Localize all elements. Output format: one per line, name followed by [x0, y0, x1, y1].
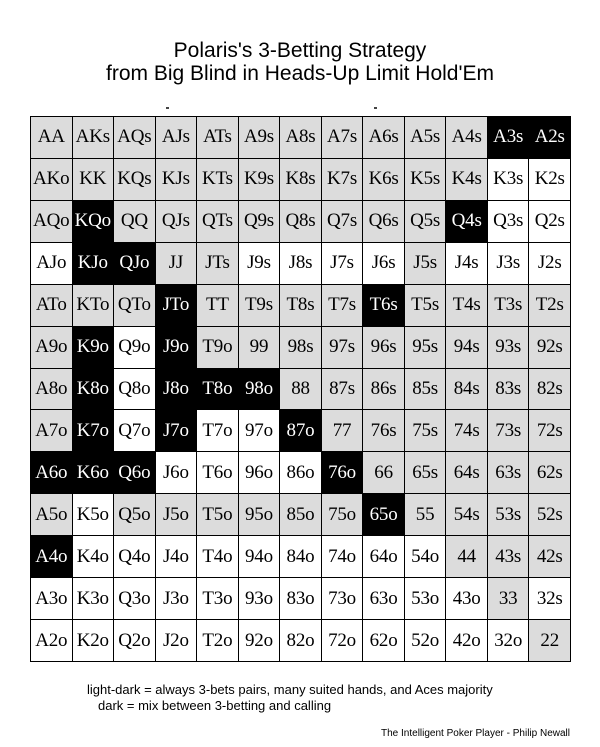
hand-cell-K8s: K8s	[280, 159, 321, 200]
hand-cell-A5s: A5s	[405, 117, 446, 158]
hand-cell-62s: 62s	[529, 452, 570, 493]
hand-cell-42s: 42s	[529, 536, 570, 577]
legend-light-dark: light-dark = always 3-bets pairs, many suited hands, and Aces majority	[87, 682, 493, 697]
legend-dark: dark = mix between 3-betting and calling	[98, 698, 332, 713]
hand-cell-77: 77	[322, 410, 363, 451]
hand-cell-J7s: J7s	[322, 243, 363, 284]
hand-cell-J9s: J9s	[239, 243, 280, 284]
hand-cell-J7o: J7o	[156, 410, 197, 451]
hand-cell-Q5o: Q5o	[114, 494, 155, 535]
hand-cell-J2o: J2o	[156, 620, 197, 661]
hand-cell-92s: 92s	[529, 327, 570, 368]
credit-text: The Intelligent Poker Player - Philip Newall	[381, 728, 570, 739]
hand-cell-K5o: K5o	[73, 494, 114, 535]
tick-mark	[166, 107, 169, 109]
hand-cell-KQo: KQo	[73, 201, 114, 242]
hand-cell-73s: 73s	[488, 410, 529, 451]
hand-cell-AA: AA	[31, 117, 72, 158]
hand-cell-53s: 53s	[488, 494, 529, 535]
hand-cell-Q7s: Q7s	[322, 201, 363, 242]
hand-cell-A6o: A6o	[31, 452, 72, 493]
hand-cell-T8o: T8o	[197, 369, 238, 410]
hand-cell-T4o: T4o	[197, 536, 238, 577]
hand-cell-T6o: T6o	[197, 452, 238, 493]
hand-cell-AJo: AJo	[31, 243, 72, 284]
hand-cell-KJs: KJs	[156, 159, 197, 200]
hand-cell-T5s: T5s	[405, 285, 446, 326]
hand-cell-97s: 97s	[322, 327, 363, 368]
hand-cell-T2o: T2o	[197, 620, 238, 661]
hand-cell-Q7o: Q7o	[114, 410, 155, 451]
hand-cell-98s: 98s	[280, 327, 321, 368]
hand-cell-K5s: K5s	[405, 159, 446, 200]
hand-cell-87o: 87o	[280, 410, 321, 451]
hand-cell-22: 22	[529, 620, 570, 661]
hand-cell-J5s: J5s	[405, 243, 446, 284]
hand-cell-98o: 98o	[239, 369, 280, 410]
hand-cell-65s: 65s	[405, 452, 446, 493]
hand-cell-T9s: T9s	[239, 285, 280, 326]
hand-cell-K9o: K9o	[73, 327, 114, 368]
hand-cell-32s: 32s	[529, 578, 570, 619]
hand-cell-95s: 95s	[405, 327, 446, 368]
hand-cell-52o: 52o	[405, 620, 446, 661]
hand-cell-J6o: J6o	[156, 452, 197, 493]
hand-cell-88: 88	[280, 369, 321, 410]
hand-matrix	[30, 116, 571, 662]
hand-cell-Q4o: Q4o	[114, 536, 155, 577]
hand-cell-Q8o: Q8o	[114, 369, 155, 410]
hand-cell-43o: 43o	[446, 578, 487, 619]
hand-cell-T2s: T2s	[529, 285, 570, 326]
hand-cell-AKs: AKs	[73, 117, 114, 158]
hand-cell-32o: 32o	[488, 620, 529, 661]
hand-cell-86o: 86o	[280, 452, 321, 493]
hand-cell-JJ: JJ	[156, 243, 197, 284]
hand-cell-K7o: K7o	[73, 410, 114, 451]
hand-cell-QJs: QJs	[156, 201, 197, 242]
hand-cell-K9s: K9s	[239, 159, 280, 200]
hand-cell-84s: 84s	[446, 369, 487, 410]
hand-cell-KJo: KJo	[73, 243, 114, 284]
hand-cell-82s: 82s	[529, 369, 570, 410]
hand-cell-73o: 73o	[322, 578, 363, 619]
hand-cell-AQo: AQo	[31, 201, 72, 242]
hand-cell-ATo: ATo	[31, 285, 72, 326]
hand-cell-T5o: T5o	[197, 494, 238, 535]
hand-cell-62o: 62o	[363, 620, 404, 661]
hand-cell-T6s: T6s	[363, 285, 404, 326]
hand-cell-A3s: A3s	[488, 117, 529, 158]
hand-cell-Q3s: Q3s	[488, 201, 529, 242]
hand-cell-T7o: T7o	[197, 410, 238, 451]
hand-cell-K3o: K3o	[73, 578, 114, 619]
hand-cell-K8o: K8o	[73, 369, 114, 410]
hand-cell-Q6o: Q6o	[114, 452, 155, 493]
hand-cell-86s: 86s	[363, 369, 404, 410]
hand-cell-K4o: K4o	[73, 536, 114, 577]
hand-cell-J8s: J8s	[280, 243, 321, 284]
hand-cell-96o: 96o	[239, 452, 280, 493]
hand-cell-A9s: A9s	[239, 117, 280, 158]
hand-cell-AJs: AJs	[156, 117, 197, 158]
hand-cell-K3s: K3s	[488, 159, 529, 200]
hand-cell-93o: 93o	[239, 578, 280, 619]
hand-cell-Q2o: Q2o	[114, 620, 155, 661]
hand-cell-KTo: KTo	[73, 285, 114, 326]
hand-cell-QTs: QTs	[197, 201, 238, 242]
hand-cell-K2s: K2s	[529, 159, 570, 200]
hand-cell-K2o: K2o	[73, 620, 114, 661]
hand-cell-A2o: A2o	[31, 620, 72, 661]
hand-cell-TT: TT	[197, 285, 238, 326]
hand-cell-87s: 87s	[322, 369, 363, 410]
hand-cell-Q4s: Q4s	[446, 201, 487, 242]
hand-cell-A7s: A7s	[322, 117, 363, 158]
hand-cell-K4s: K4s	[446, 159, 487, 200]
chart-title-line-1: Polaris's 3-Betting Strategy	[173, 39, 427, 62]
hand-cell-A3o: A3o	[31, 578, 72, 619]
hand-cell-J9o: J9o	[156, 327, 197, 368]
hand-cell-J4s: J4s	[446, 243, 487, 284]
hand-cell-T7s: T7s	[322, 285, 363, 326]
hand-cell-53o: 53o	[405, 578, 446, 619]
hand-cell-ATs: ATs	[197, 117, 238, 158]
hand-cell-A4o: A4o	[31, 536, 72, 577]
hand-cell-66: 66	[363, 452, 404, 493]
hand-cell-A7o: A7o	[31, 410, 72, 451]
hand-cell-63s: 63s	[488, 452, 529, 493]
hand-cell-J3s: J3s	[488, 243, 529, 284]
tick-mark	[374, 107, 377, 109]
hand-cell-43s: 43s	[488, 536, 529, 577]
hand-cell-Q9s: Q9s	[239, 201, 280, 242]
hand-cell-93s: 93s	[488, 327, 529, 368]
hand-cell-AKo: AKo	[31, 159, 72, 200]
hand-cell-92o: 92o	[239, 620, 280, 661]
hand-cell-85o: 85o	[280, 494, 321, 535]
hand-cell-Q9o: Q9o	[114, 327, 155, 368]
hand-cell-63o: 63o	[363, 578, 404, 619]
hand-cell-72o: 72o	[322, 620, 363, 661]
hand-cell-54s: 54s	[446, 494, 487, 535]
hand-cell-96s: 96s	[363, 327, 404, 368]
hand-cell-T4s: T4s	[446, 285, 487, 326]
hand-cell-83s: 83s	[488, 369, 529, 410]
hand-cell-52s: 52s	[529, 494, 570, 535]
hand-cell-A8s: A8s	[280, 117, 321, 158]
hand-cell-Q2s: Q2s	[529, 201, 570, 242]
hand-cell-J2s: J2s	[529, 243, 570, 284]
hand-cell-54o: 54o	[405, 536, 446, 577]
hand-cell-76s: 76s	[363, 410, 404, 451]
hand-cell-QTo: QTo	[114, 285, 155, 326]
hand-cell-44: 44	[446, 536, 487, 577]
hand-cell-74o: 74o	[322, 536, 363, 577]
hand-cell-55: 55	[405, 494, 446, 535]
hand-cell-J8o: J8o	[156, 369, 197, 410]
hand-cell-T8s: T8s	[280, 285, 321, 326]
hand-cell-Q8s: Q8s	[280, 201, 321, 242]
hand-cell-J6s: J6s	[363, 243, 404, 284]
hand-cell-J5o: J5o	[156, 494, 197, 535]
hand-cell-84o: 84o	[280, 536, 321, 577]
hand-cell-KTs: KTs	[197, 159, 238, 200]
hand-cell-33: 33	[488, 578, 529, 619]
hand-cell-76o: 76o	[322, 452, 363, 493]
hand-cell-KK: KK	[73, 159, 114, 200]
hand-cell-65o: 65o	[363, 494, 404, 535]
hand-cell-KQs: KQs	[114, 159, 155, 200]
hand-cell-T9o: T9o	[197, 327, 238, 368]
hand-cell-83o: 83o	[280, 578, 321, 619]
hand-cell-A4s: A4s	[446, 117, 487, 158]
hand-cell-94o: 94o	[239, 536, 280, 577]
hand-cell-JTo: JTo	[156, 285, 197, 326]
hand-cell-A5o: A5o	[31, 494, 72, 535]
hand-cell-74s: 74s	[446, 410, 487, 451]
hand-cell-Q3o: Q3o	[114, 578, 155, 619]
hand-cell-64s: 64s	[446, 452, 487, 493]
hand-cell-T3o: T3o	[197, 578, 238, 619]
hand-cell-JTs: JTs	[197, 243, 238, 284]
hand-cell-K6o: K6o	[73, 452, 114, 493]
hand-cell-QJo: QJo	[114, 243, 155, 284]
chart-title-line-2: from Big Blind in Heads-Up Limit Hold'Em	[106, 62, 494, 85]
hand-cell-A6s: A6s	[363, 117, 404, 158]
hand-cell-K7s: K7s	[322, 159, 363, 200]
hand-cell-Q6s: Q6s	[363, 201, 404, 242]
hand-cell-T3s: T3s	[488, 285, 529, 326]
hand-cell-82o: 82o	[280, 620, 321, 661]
hand-cell-75o: 75o	[322, 494, 363, 535]
hand-cell-99: 99	[239, 327, 280, 368]
hand-cell-64o: 64o	[363, 536, 404, 577]
hand-cell-95o: 95o	[239, 494, 280, 535]
hand-cell-K6s: K6s	[363, 159, 404, 200]
hand-cell-J3o: J3o	[156, 578, 197, 619]
hand-cell-AQs: AQs	[114, 117, 155, 158]
hand-cell-85s: 85s	[405, 369, 446, 410]
hand-cell-97o: 97o	[239, 410, 280, 451]
hand-cell-Q5s: Q5s	[405, 201, 446, 242]
hand-cell-A9o: A9o	[31, 327, 72, 368]
hand-cell-J4o: J4o	[156, 536, 197, 577]
hand-cell-94s: 94s	[446, 327, 487, 368]
hand-cell-A2s: A2s	[529, 117, 570, 158]
hand-cell-QQ: QQ	[114, 201, 155, 242]
hand-cell-72s: 72s	[529, 410, 570, 451]
hand-cell-A8o: A8o	[31, 369, 72, 410]
hand-cell-42o: 42o	[446, 620, 487, 661]
hand-cell-75s: 75s	[405, 410, 446, 451]
